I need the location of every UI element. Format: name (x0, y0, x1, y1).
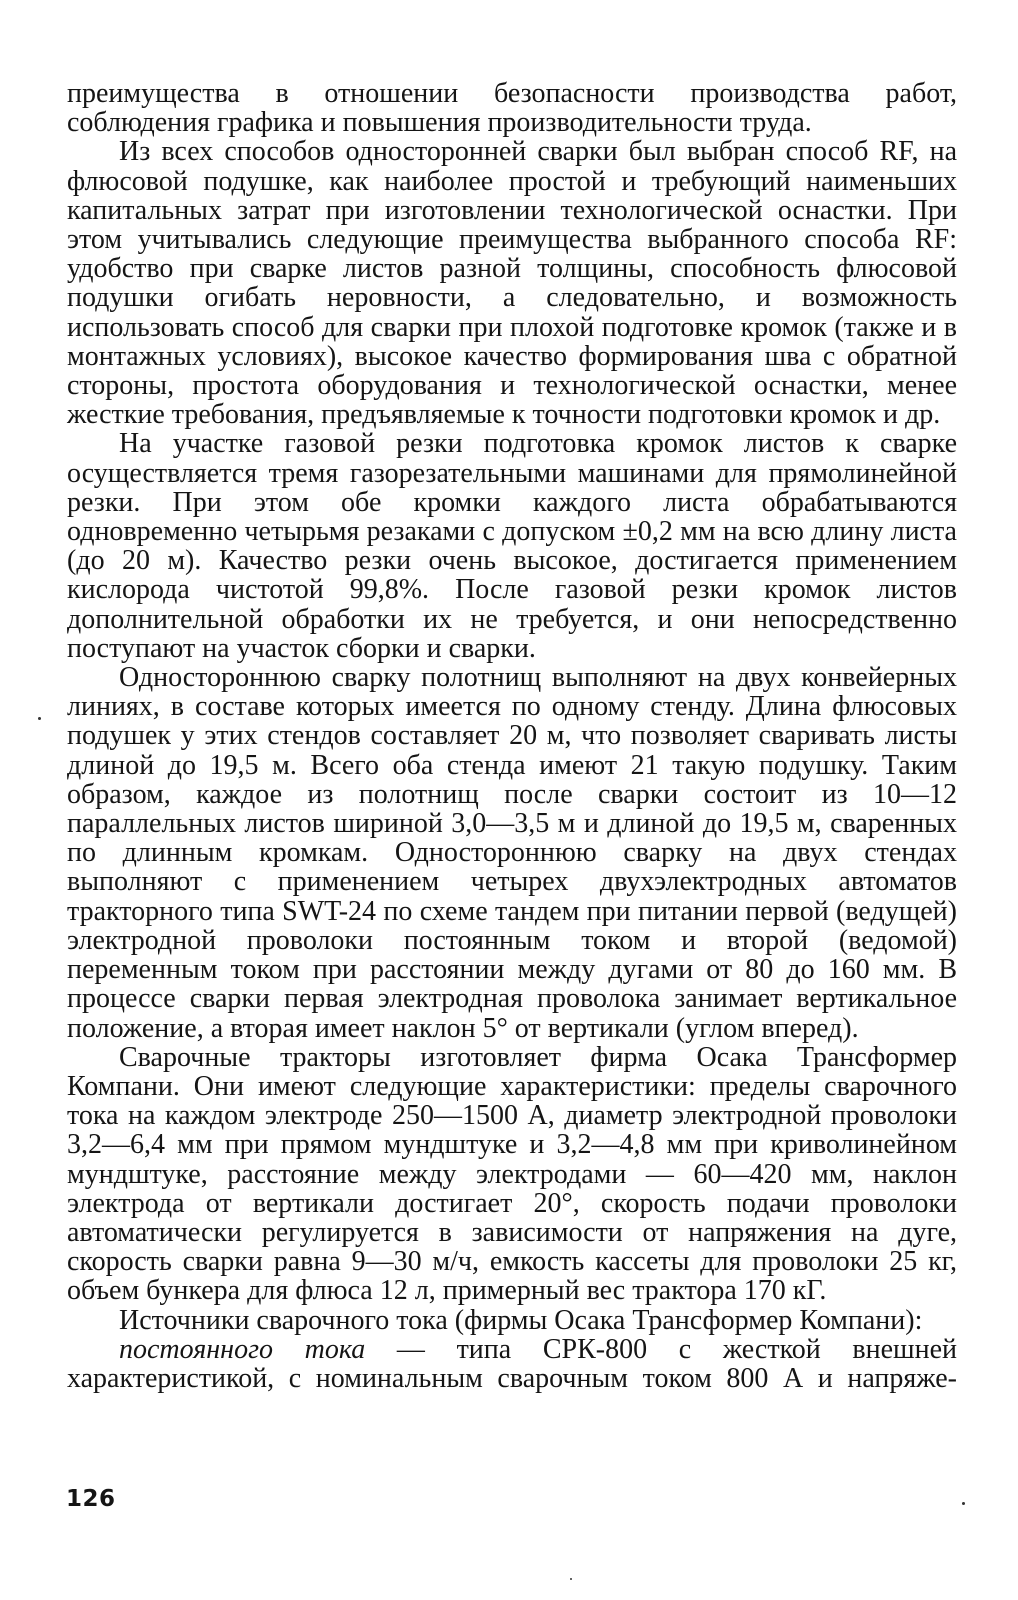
scan-speck (962, 1502, 965, 1505)
page-body (67, 79, 957, 1393)
paragraph-7-text: — типа СРК-800 с жесткой внешней характеристикой, с номинальным сварочным током 800 А и напряже- (67, 1333, 957, 1394)
paragraph-3: На участке газовой резки подготовка кромок листов к сварке осуществляется тремя газорезательными машинами для прямолинейной резки. При этом обе кромки каждого листа обрабатываются одновременно четырьмя резаками с допуском ±0,2 мм на всю длину листа (до 20 м). Качество резки очень высокое, достигается применением кислорода чистотой 99,8%. После газовой резки кромок листов дополнительной обработки их не требуется, и они непосредственно поступают на участок сборки и сварки. (67, 428, 957, 664)
paragraph-7 (67, 1335, 957, 1393)
paragraph-2: Из всех способов односторонней сварки был выбран способ RF, на флюсовой подушке, как наиболее простой и требующий наименьших капитальных затрат при изготовлении технологической оснастки. При этом учитывались следующие преимущества выбранного способа RF: удобство при сварке листов разной толщины, способность флюсовой подушки огибать неровности, а следовательно, и возможность использовать способ для сварки при плохой подготовке кромок (также и в монтажных условиях), высокое качество формирования шва с обратной стороны, простота оборудования и технологической оснастки, менее жесткие требования, предъявляемые к точности подготовки кромок и др. (67, 136, 957, 431)
scan-speck (38, 717, 41, 720)
paragraph-5: Сварочные тракторы изготовляет фирма Осака Трансформер Компани. Они имеют следующие характеристики: пределы сварочного тока на каждом электроде 250—1500 А, диаметр электродной проволоки 3,2—6,4 мм при прямом мундштуке и 3,2—4,8 мм при криволинейном мундштуке, расстояние между электродами — 60—420 мм, наклон электрода от вертикали достигает 20°, скорость подачи проволоки автоматически регулируется в зависимости от напряжения на дуге, скорость сварки равна 9—30 м/ч, емкость кассеты для проволоки 25 кг, объем бункера для флюса 12 л, примерный вес трактора 170 кГ. (67, 1041, 957, 1307)
page-number: 126 (66, 1486, 116, 1512)
scan-speck (570, 1578, 572, 1580)
paragraph-6: Источники сварочного тока (фирмы Осака Трансформер Компани): (119, 1304, 923, 1336)
italic-lead-text: постоянного тока (119, 1333, 366, 1365)
paragraph-4: Одностороннюю сварку полотнищ выполняют на двух конвейерных линиях, в составе которых имеется по одному стенду. Длина флюсовых подушек у этих стендов составляет 20 м, что позволяет сваривать листы длиной до 19,5 м. Всего оба стенда имеют 21 такую подушку. Таким образом, каждое из полотнищ после сварки состоит из 10—12 параллельных листов шириной 3,0—3,5 м и длиной до 19,5 м, сваренных по длинным кромкам. Одностороннюю сварку на двух стендах выполняют с применением четырех двухэлектродных автоматов тракторного типа SWT-24 по схеме тандем при питании первой (ведущей) электродной проволоки постоянным током и второй (ведомой) переменным током при расстоянии между дугами от 80 до 160 мм. В процессе сварки первая электродная проволока занимает вертикальное положение, а вторая имеет наклон 5° от вертикали (углом вперед). (67, 662, 957, 1044)
paragraph-1: преимущества в отношении безопасности производства работ, соблюдения графика и повышения производительности труда. (67, 78, 957, 139)
